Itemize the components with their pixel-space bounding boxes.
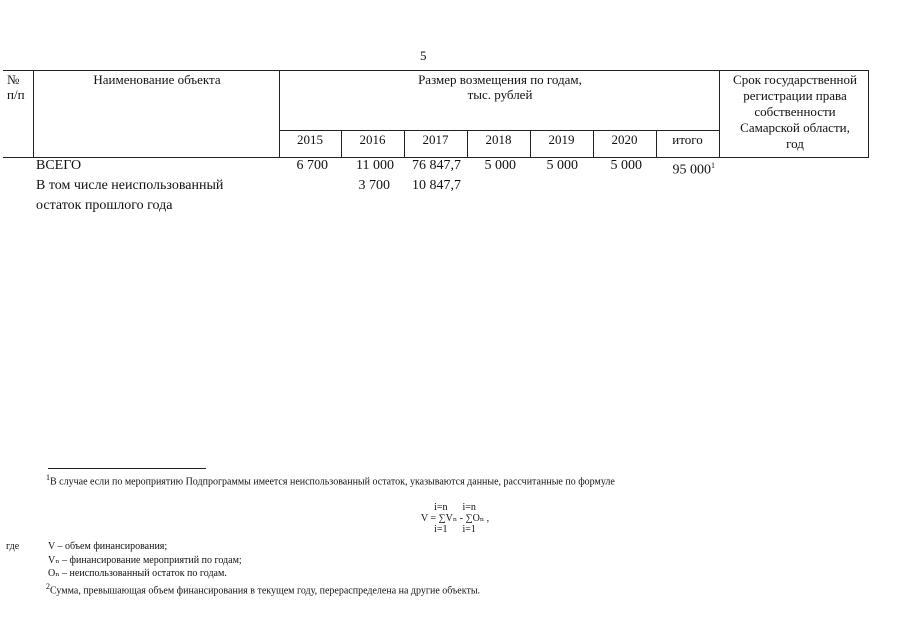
year-header: 2020 bbox=[611, 132, 638, 147]
row-total-2016: 11 000 bbox=[356, 158, 394, 173]
row-total-2015: 6 700 bbox=[296, 158, 328, 173]
year-header: 2016 bbox=[359, 132, 386, 147]
row-total-sum: 95 $000^1$ bbox=[672, 161, 715, 178]
financing-table bbox=[3, 70, 869, 158]
header-registration-term: Срок государственной регистрации права собственности Самарской области, год bbox=[733, 72, 857, 151]
row-total-name: ВСЕГО bbox=[36, 158, 82, 173]
year-header: 2019 bbox=[548, 132, 575, 147]
total-header: итого bbox=[672, 132, 703, 147]
row-total-2017: 76 847,7 bbox=[412, 158, 461, 173]
footnote-separator bbox=[48, 468, 206, 469]
year-header: 2018 bbox=[485, 132, 512, 147]
definition-vn: Vₙ – финансирование мероприятий по годам; bbox=[48, 555, 242, 566]
where-label: где bbox=[6, 541, 20, 552]
row-total-2018: 5 000 bbox=[484, 158, 516, 173]
row-total-2019: 5 000 bbox=[546, 158, 578, 173]
footnote-marker: 1 bbox=[711, 161, 715, 170]
formula bbox=[390, 502, 520, 535]
formula-expression: V = ∑Vₙ - ∑Oₙ , bbox=[420, 513, 490, 524]
row-total-2020: 5 000 bbox=[610, 158, 642, 173]
definition-v: V – объем финансирования; bbox=[48, 541, 168, 552]
row-remainder-name: В том числе неиспользованный остаток прошлого года bbox=[36, 178, 224, 213]
definition-on: Oₙ – неиспользованный остаток по годам. bbox=[48, 568, 227, 579]
footnote-1: $^1$В случае если по мероприятию Подпрограммы имеется неиспользованный остаток, указываются данные, рассчитанные по формуле bbox=[46, 473, 615, 488]
row-remainder-2016: 3 700 bbox=[358, 178, 390, 193]
footnote-2: $^2$Сумма, превышающая объем финансирования в текущем году, перераспределена на другие объекты. bbox=[46, 582, 481, 597]
header-object-name: Наименование объекта bbox=[93, 72, 221, 87]
year-header: 2017 bbox=[422, 132, 449, 147]
table-top-border bbox=[3, 70, 869, 71]
years-row-top-border bbox=[279, 130, 720, 131]
page-number: 5 bbox=[420, 48, 427, 63]
col-divider bbox=[33, 70, 34, 158]
formula-lower-limits: i=1 i=1 bbox=[434, 524, 476, 535]
header-number: № п/п bbox=[7, 72, 25, 102]
year-header: 2015 bbox=[297, 132, 323, 147]
formula-upper-limits: i=n i=n bbox=[434, 502, 476, 513]
row-remainder-2017: 10 847,7 bbox=[412, 178, 461, 193]
header-compensation-size: Размер возмещения по годам, тыс. рублей bbox=[418, 72, 582, 102]
